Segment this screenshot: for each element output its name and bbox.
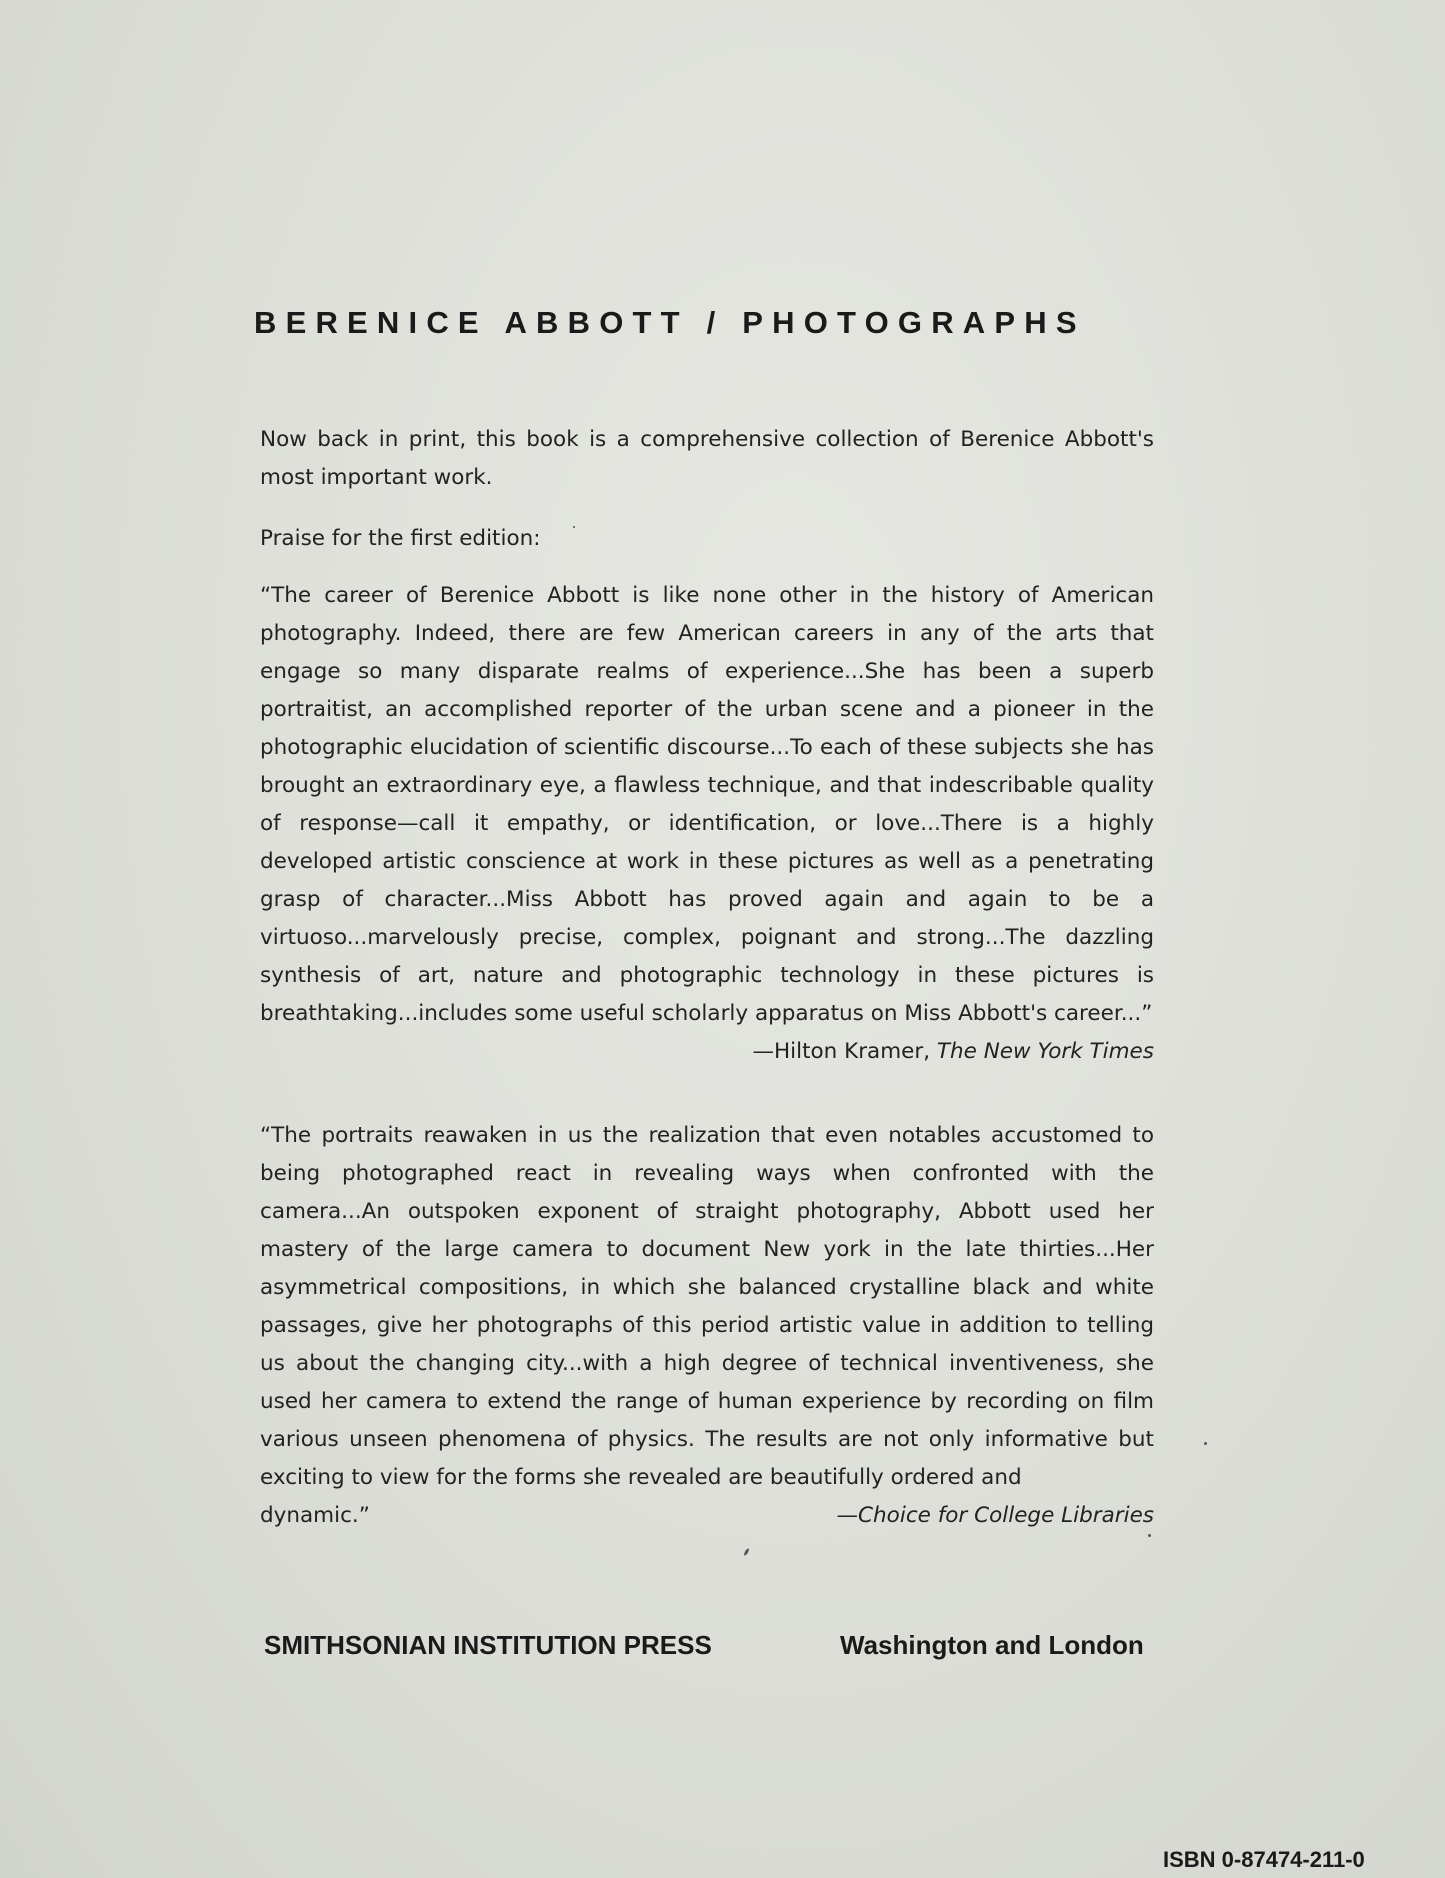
- intro-paragraph: Now back in print, this book is a comprehensive collection of Berenice Abbott's most important work.: [260, 427, 1154, 490]
- publisher-name: SMITHSONIAN INSTITUTION PRESS: [264, 1630, 712, 1660]
- quote-text: “The career of Berenice Abbott is like none other in the history of American photography. Indeed, there are few American careers in any of the arts that engage so many disparate realms of experience...She has been a superb portraitist, an accomplished reporter of the urban scene and a pioneer in the photographic elucidation of scientific discourse...To each of these subjects she has brought an extraordinary eye, a flawless technique, and that indescribable quality of response—call it empathy, or identification, or love...There is a highly developed artistic conscience at work in these pictures as well as a penetrating grasp of character...Miss Abbott has proved again and again to be a virtuoso...marvelously precise, complex, poignant and strong...The dazzling synthesis of art, nature and photographic technology in these pictures is breathtaking...includes some useful scholarly apparatus on Miss Abbott's career...”: [260, 583, 1154, 1026]
- attribution-author: —Hilton Kramer,: [752, 1039, 937, 1064]
- quote-text: “The portraits reawaken in us the realization that even notables accustomed to being photographed react in revealing ways when confronted with the camera...An outspoken exponent of straight photography, Abbott used her mastery of the large camera to document New york in the late thirties...Her asymmetrical compositions, in which she balanced crystalline black and white passages, give her photographs of this period artistic value in addition to telling us about the changing city...with a high degree of technical inventiveness, she used her camera to extend the range of human experience by recording on film various unseen phenomena of physics. The results are not only informative but exciting to view for the forms she revealed are beautifully ordered and: [260, 1123, 1154, 1490]
- print-speck: [573, 526, 575, 528]
- publisher-location: Washington and London: [840, 1630, 1144, 1660]
- print-speck: [1204, 1442, 1207, 1445]
- quote-last-line: [260, 1497, 1154, 1535]
- review-quote-kramer: [260, 577, 1154, 1071]
- attribution-source: The New York Times: [936, 1039, 1154, 1064]
- quote-attribution: [260, 1033, 1154, 1071]
- review-quote-choice: [260, 1117, 1154, 1535]
- praise-heading: Praise for the first edition:: [260, 526, 541, 551]
- print-speck: [743, 1548, 750, 1556]
- book-title: BERENICE ABBOTT / PHOTOGRAPHS: [254, 305, 1086, 340]
- print-speck: [1148, 1534, 1151, 1537]
- quote-last-word: dynamic.”: [260, 1503, 370, 1528]
- isbn-number: ISBN 0-87474-211-0: [1163, 1847, 1365, 1872]
- quote-attribution: —Choice for College Libraries: [836, 1503, 1154, 1528]
